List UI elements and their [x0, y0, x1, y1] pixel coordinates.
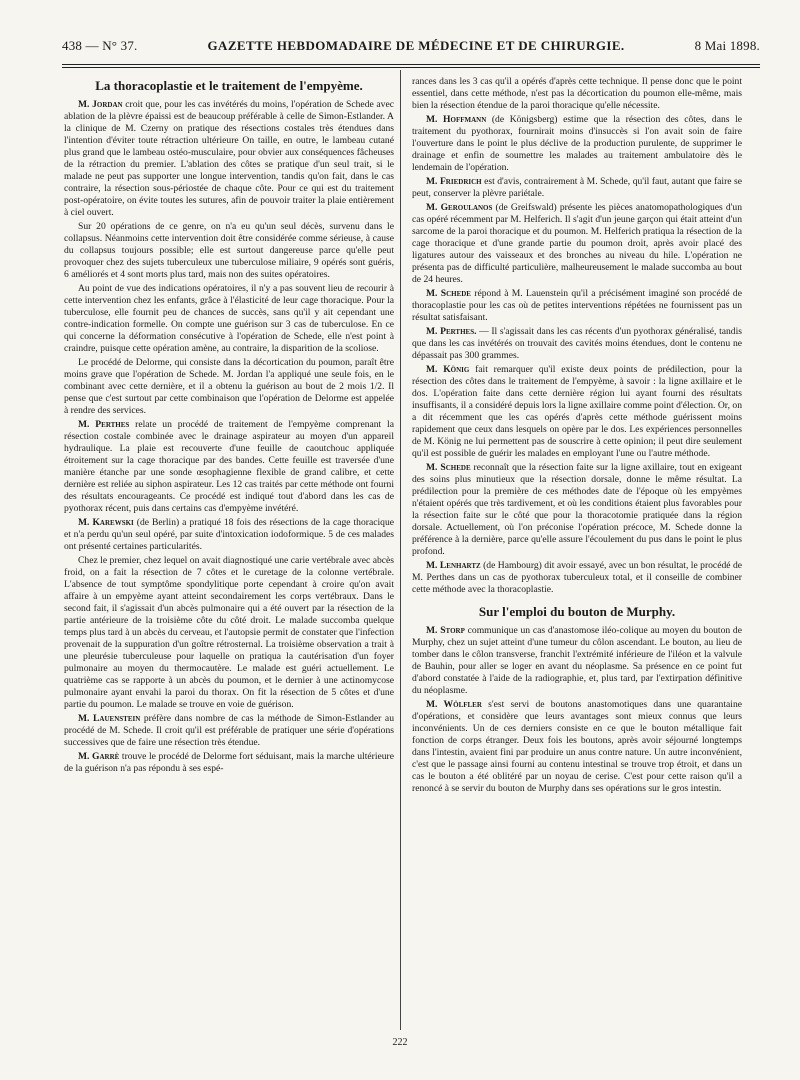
paragraph	[64, 419, 394, 515]
paragraph	[64, 283, 394, 355]
paragraph-text: (de Hambourg) dit avoir essayé, avec un bon résultat, le procédé de M. Perthes dans un cas de pyothorax tuberculeux total, et il conseille de combiner cette méthode avec la thoracoplastie.	[412, 560, 742, 595]
paragraph-text: croit que, pour les cas invétérés du moins, l'opération de Schede avec ablation de la plèvre épaissi est de beaucoup préférable à celle de Simon-Estlander. A la clinique de M. Czerny on pratique des résections costales très étendues dans l'intention d'éviter toute rétraction ultérieure On taille, en outre, le lambeau cutané plus grand que le lambeau ostéo-musculaire, pour obvier aux conséquences fâcheuses de la rétraction du premier. L'ablation des côtes se pratique d'un seul trait, si le malade ne peut pas supporter une longue intervention, tandis qu'on fait, dans le cas contraire, la résection sous-périostée de chaque côte. Pour ce qui est du traitement post-opératoire, on évite toutes les sutures, afin de pouvoir traiter la plaie entièrement à ciel ouvert.	[64, 99, 394, 218]
left-column	[64, 78, 394, 777]
paragraph	[64, 751, 394, 775]
paragraph	[412, 462, 742, 558]
speaker-name: M. Garrè	[78, 751, 120, 762]
paragraph	[412, 364, 742, 460]
paragraph-text: communique un cas d'anastomose iléo-colique au moyen du bouton de Murphy, chez un sujet atteint d'une tumeur du côlon ascendant. Le bouton, au lieu de tomber dans le côlon transverse, franchit l'extrémité inférieure de l'iléon et la valvule de Bauhin, pour aller se loger en avant du néoplasme. Sa présence en ce point fut d'abord constatée à l'aide de la radiographie, et, plus tard, par l'extirpation définitive du néoplasme.	[412, 625, 742, 696]
speaker-name: M. König	[426, 364, 470, 375]
speaker-name: M. Jordan	[78, 99, 123, 110]
paragraph	[64, 221, 394, 281]
paragraph	[412, 625, 742, 697]
paragraph-text: — Il s'agissait dans les cas récents d'un pyothorax généralisé, tandis que dans les cas invétérés on trouvait des cavités moins étendues, dont le contenu ne dépassait pas 300 grammes.	[412, 326, 743, 361]
paragraph	[64, 357, 394, 417]
paragraph-text: s'est servi de boutons anastomotiques dans une quarantaine d'opérations, et considère que leurs avantages sont mieux connus que leurs inconvénients. Un de ces derniers consiste en ce que le bouton métallique fait fonction de corps étranger. Deux fois les boutons, après avoir séjourné longtemps dans l'intestin, avaient fini par produire un anus contre nature. Un autre inconvénient, c'est que le passage ainsi fourni au contenu intestinal se trouve trop étroit, et dans un cas le bouton a été oblitéré par un noyau de cerise. C'est pour cette raison qu'il a renoncé à se servir du bouton de Murphy dans ses opérations sur le gros intestin.	[412, 699, 743, 794]
continued-paragraph: rances dans les 3 cas qu'il a opérés d'après cette technique. Il pense donc que le point essentiel, dans cette méthode, n'est pas la décortication du poumon elle-même, mais bien la résection étendue de la paroi thoracique qu'elle nécessite.	[412, 76, 742, 111]
paragraph-text: préfère dans nombre de cas la méthode de Simon-Estlander au procédé de M. Schede. Il croit qu'il est préférable de pratiquer une série d'opérations successives que de faire une résection très étendue.	[64, 713, 394, 748]
paragraph	[412, 202, 742, 286]
running-header	[62, 38, 760, 60]
speaker-name: M. Storp	[426, 625, 465, 636]
column-divider	[400, 70, 401, 1030]
speaker-name: M. Perthes	[78, 419, 130, 430]
paragraph	[64, 517, 394, 553]
speaker-name: M. Geroulanos	[426, 202, 493, 213]
paragraph-text: (de Berlin) a pratiqué 18 fois des résections de la cage thoracique et n'a perdu qu'un seul opéré, par suite d'intoxication iodoformique. 5 de ces malades ont présenté certaines particularités.	[64, 517, 395, 552]
paragraph-text: Le procédé de Delorme, qui consiste dans la décortication du poumon, paraît être moins grave que l'opération de Schede. M. Jordan l'a appliqué une seule fois, en le combinant avec cette dernière, et il a obtenu la guérison au bout de 2 mois 1/2. Il pense que c'est surtout par cette combinaison que l'opération de Delorme est appelée à rendre des services.	[64, 357, 394, 416]
speaker-name: M. Friedrich	[426, 176, 482, 187]
paragraph-text: Au point de vue des indications opératoires, il n'y a pas souvent lieu de recourir à cette intervention chez les enfants, grâce à l'élasticité de leur cage thoracique. Pour la tuberculose, elle fournit peu de chances de succès, sans qu'il y ait cependant une contre-indication formelle. On compte une guérison sur 3 cas de tuberculose. En ce qui concerne la déformation consécutive à l'opération de Schede, elle n'est point à craindre, puisque cette opération amène, au contraire, la disparition de la scoliose.	[64, 283, 394, 354]
speaker-name: M. Karewski	[78, 517, 134, 528]
issue-date: 8 Mai 1898.	[694, 38, 760, 53]
speaker-name: M. Schede	[426, 462, 471, 473]
paragraph-text: (de Königsberg) estime que la résection des côtes, dans le traitement du pyothorax, fournirait moins d'insuccès si l'on avait soin de faire l'ouverture dans le point le plus déclive de la production purulente, de supprimer le drainage et enfin de soumettre les malades au traitement ambulatoire dès le lendemain de l'opération.	[412, 114, 743, 173]
paragraph-text: répond à M. Lauenstein qu'il a précisément imaginé son procédé de thoracoplastie pour les cas où de petites interventions répétées ne fournissent pas un résultat satisfaisant.	[412, 288, 742, 323]
paragraph	[64, 713, 394, 749]
right-column	[412, 76, 742, 797]
speaker-name: M. Schede	[426, 288, 471, 299]
paragraph	[412, 560, 742, 596]
paragraph-text: Chez le premier, chez lequel on avait diagnostiqué une carie vertébrale avec abcès froid, on a fait la résection de 7 côtes et le curetage de la colonne vertébrale. L'absence de tout symptôme spondylitique porte cependant à croire qu'on avait affaire à un empyème ayant atteint secondairement les corps vertébraux. Dans le second fait, il s'agissait d'un abcès pulmonaire qui a été ouvert par la résection de la partie antérieure de la troisième côte du côté droit. Le malade succomba quelque temps plus tard à un abcès du cerveau, et l'autopsie permit de constater que l'infection provenait de la suppuration d'un goître rétrosternal. La troisième observation a trait à une pleurésie tuberculeuse pour laquelle on pratiqua la cautérisation d'un foyer pulmonaire au moyen du thermocautère. Le malade est guéri actuellement. Le quatrième cas se rapporte à un abcès du poumon, et le dernier à une actinomycose pulmonaire ayant envahi la paroi du thorax. On fit la résection de 5 côtes et d'une partie du poumon. Le malade se trouve en voie de guérison.	[64, 555, 394, 710]
paragraph-text: Sur 20 opérations de ce genre, on n'a eu qu'un seul décès, survenu dans le collapsus. Néanmoins cette intervention doit être considérée comme sérieuse, à cause du collapsus toujours possible; elle est surtout dangereuse parce qu'elle peut provoquer chez des sujets tuberculeux une tuberculose miliaire, 9 opérés sont guéris, 6 améliorés et 4 sont morts plus tard, mais non des suites opératoires.	[64, 221, 394, 280]
paragraph-text: est d'avis, contrairement à M. Schede, qu'il faut, autant que faire se peut, conserver la plèvre pariétale.	[412, 176, 743, 199]
journal-title: GAZETTE HEBDOMADAIRE DE MÉDECINE ET DE CHIRURGIE.	[207, 38, 625, 53]
speaker-name: M. Lauenstein	[78, 713, 141, 724]
paragraph	[412, 326, 742, 362]
paragraph	[412, 288, 742, 324]
paragraph	[64, 99, 394, 219]
speaker-name: M. Wölfler	[426, 699, 482, 710]
paragraph	[412, 699, 742, 795]
paragraph-text: (de Greifswald) présente les pièces anatomopathologiques d'un cas opéré récemment par M. Helferich. Il s'agit d'un jeune garçon qui était atteint d'un sarcome de la paroi thoracique et du poumon. M. Helferich pratiqua la résection de la cage thoracique et d'une grande partie du poumon droit, après avoir placé des ligatures autour des vaisseaux et des bronches au niveau du hile. L'opération ne présenta pas de difficulté particulière, malheureusement le malade succomba au bout de 24 heures.	[412, 202, 742, 285]
paragraph	[412, 114, 742, 174]
section-title: Sur l'emploi du bouton de Murphy.	[478, 604, 676, 619]
paragraph	[412, 176, 742, 200]
paragraph-text: reconnaît que la résection faite sur la ligne axillaire, tout en exigeant des soins plus minutieux que la résection dorsale, donne le même résultat. La prédilection pour la première de ces méthodes date de l'époque où les empyèmes n'étaient opérés que très tardivement, et où les conditions étaient plus favorables pour la résection faite sur le côté que pour la thoracotomie pratiquée dans la région dorsale. Actuellement, où l'on préconise l'opération précoce, M. Schede donne la préférence à la dernière, parce qu'elle assure l'écoulement du pus dans le point le plus profond.	[412, 462, 742, 557]
speaker-name: M. Lenhartz	[426, 560, 481, 571]
speaker-name: M. Perthes.	[426, 326, 477, 337]
header-rule	[62, 64, 760, 68]
section-title: La thoracoplastie et le traitement de l'empyème.	[95, 78, 363, 93]
page-issue: 438 — N° 37.	[62, 38, 138, 53]
speaker-name: M. Hoffmann	[426, 114, 487, 125]
paragraph-text: fait remarquer qu'il existe deux points de prédilection, pour la résection des côtes dans le traitement de l'empyème, à savoir : la ligne axillaire et le dos. L'opération faite dans cette dernière région lui ayant fourni des résultats insuffisants, il a considéré depuis lors la ligne axillaire comme point d'élection. Or, on a dit récemment que les cas opérés d'après cette méthode guérissent moins rapidement que ceux dans lesquels on opère par le dos. Les expériences personnelles de M. König ne lui permettent pas de souscrire à cette opinion; il peut dire seulement qu'il est possible de guérir les malades en employant l'une ou l'autre méthode.	[412, 364, 742, 459]
paragraph	[64, 555, 394, 711]
paragraph-text: relate un procédé de traitement de l'empyème comprenant la résection costale combinée avec le drainage aspirateur au moyen d'un appareil hydraulique. La plaie est recouverte d'une feuille de caoutchouc appliquée étroitement sur la cage thoracique par des bandes. Cette feuille est traversée d'une manière étanche par une sonde œsophagienne flexible de grand calibre, et cette dernière est reliée au siphon aspirateur. Les 12 cas traités par cette méthode ont fourni des résultats encourageants. Ce procédé est indiqué tout d'abord dans les cas de pyothorax récent, puis dans certains cas d'empyème invétéré.	[64, 419, 394, 514]
paragraph-text: trouve le procédé de Delorme fort séduisant, mais la marche ultérieure de la guérison n'a pas répondu à ses espé-	[64, 751, 394, 774]
page-number: 222	[392, 1037, 408, 1048]
